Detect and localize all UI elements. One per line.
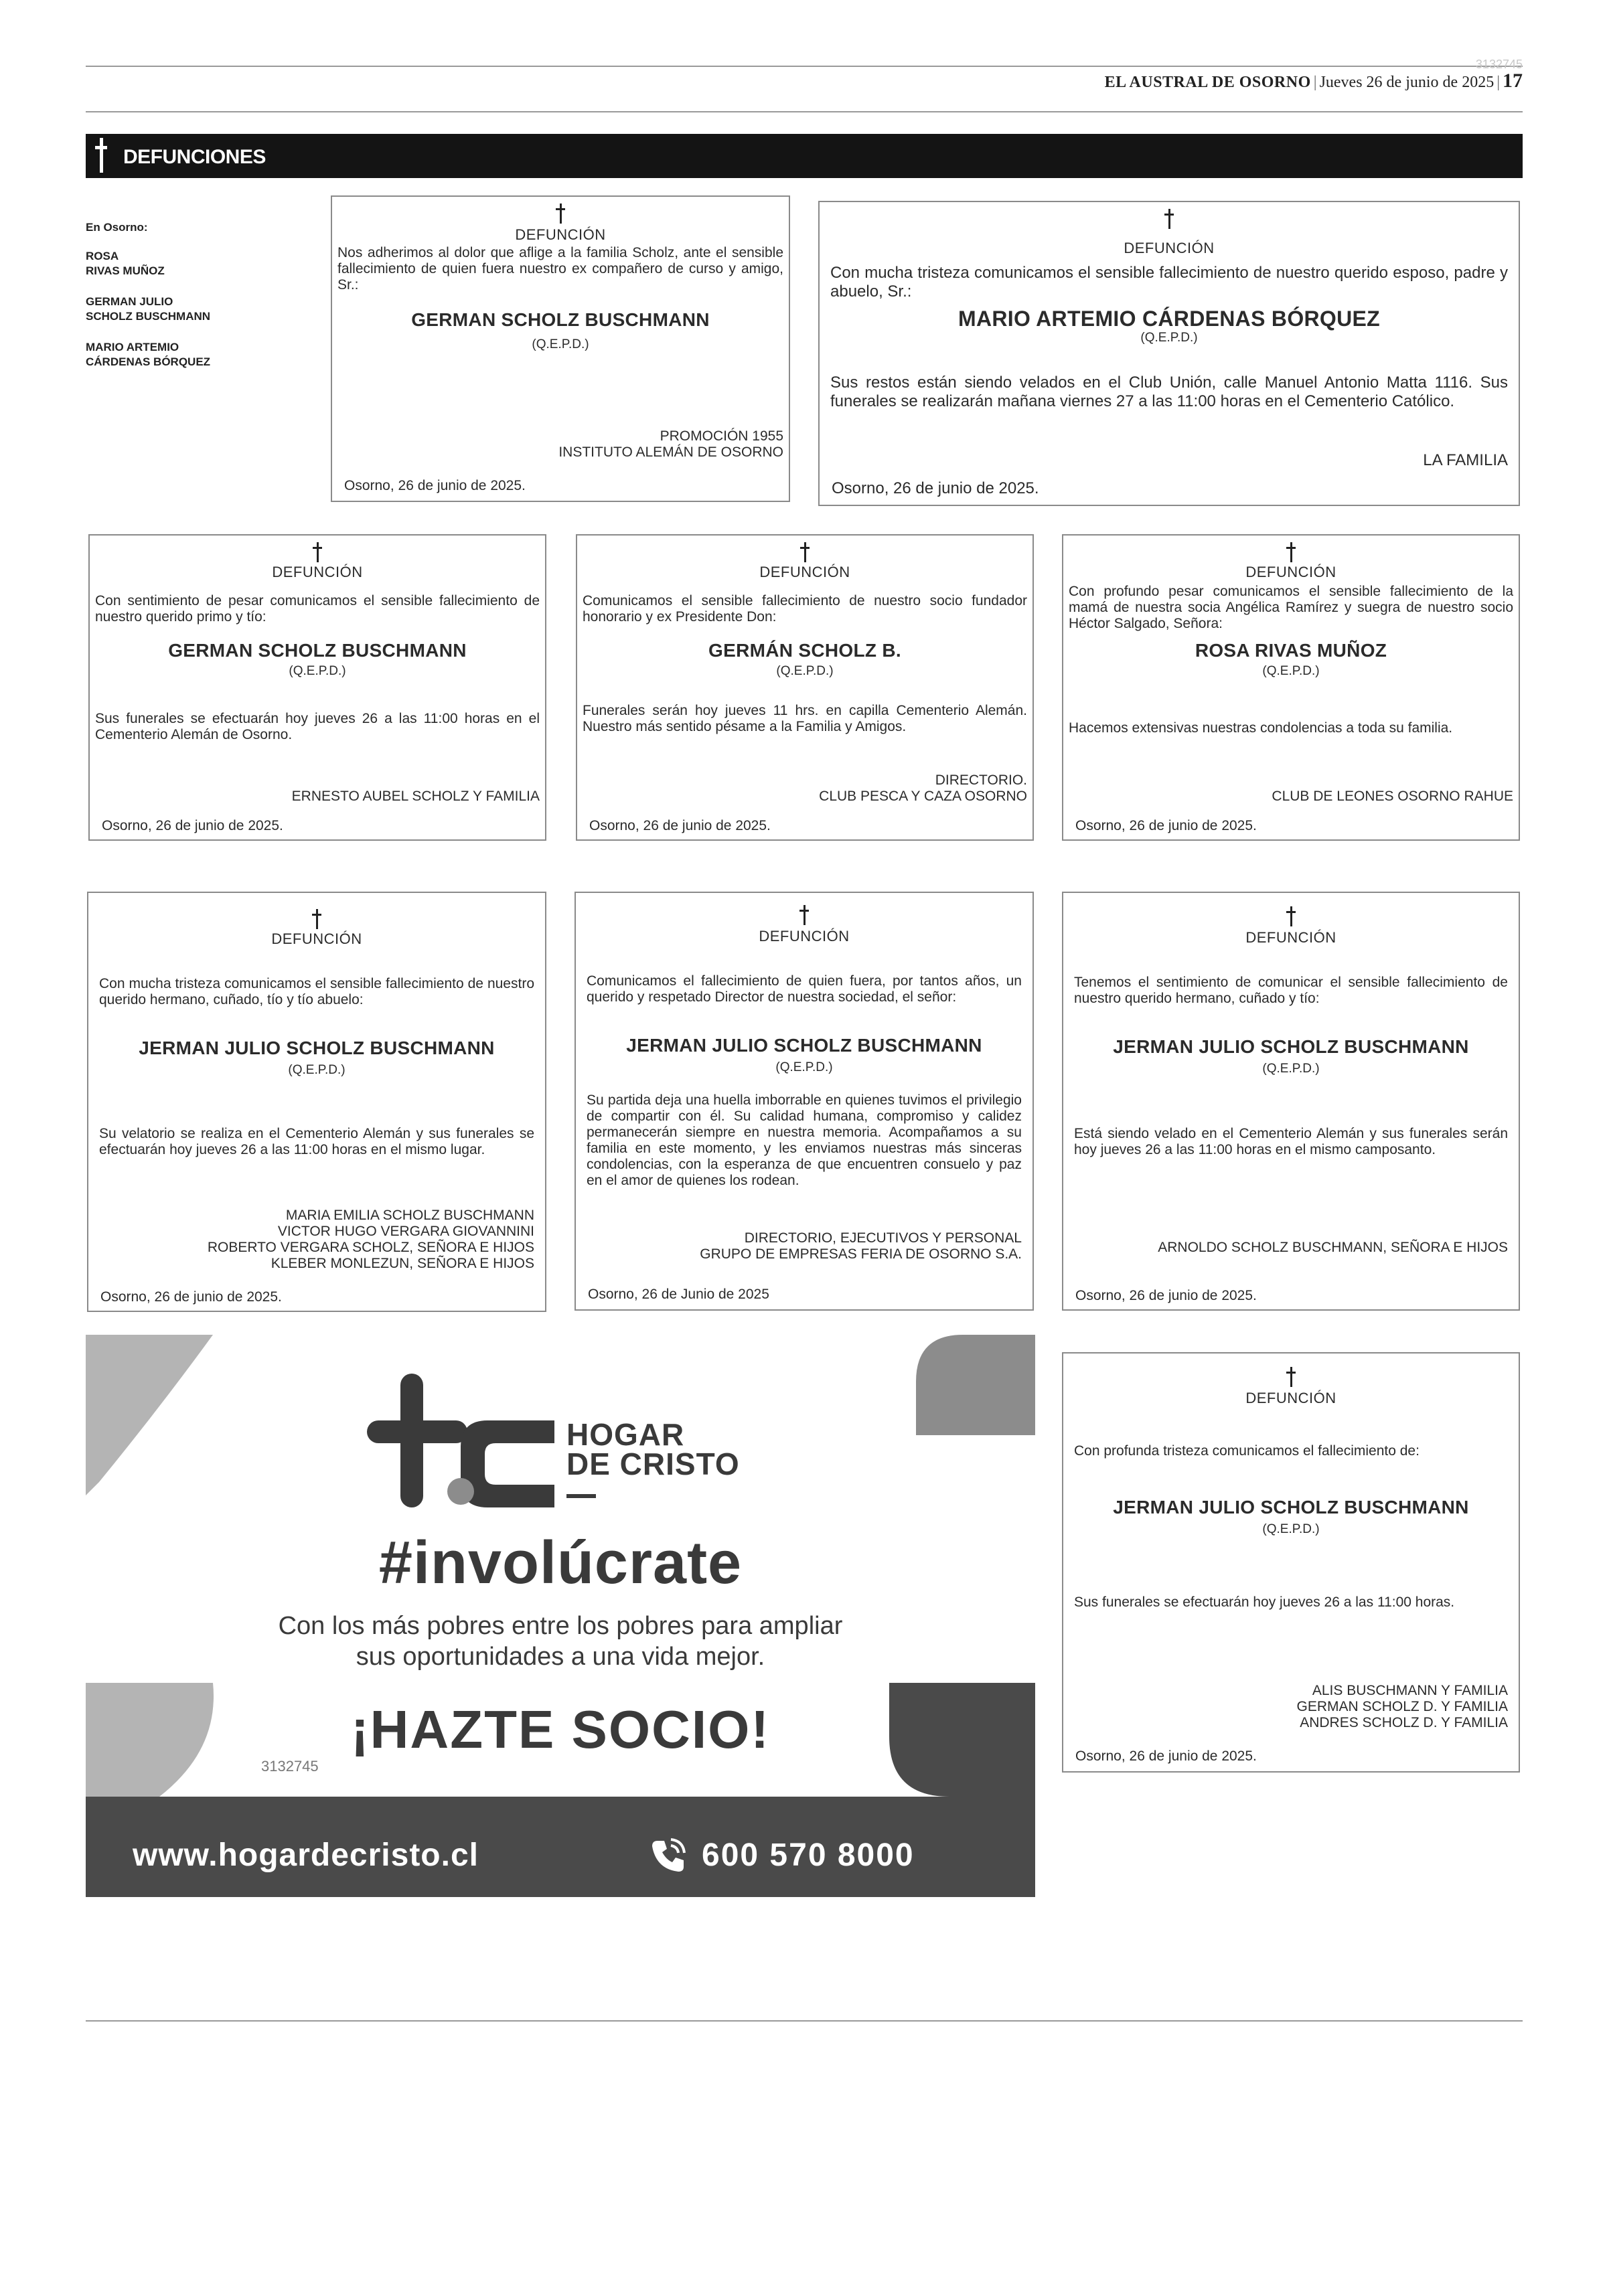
notice-body: Sus restos están siendo velados en el Club Unión, calle Manuel Antonio Matta 1116. Sus funerales se realizarán mañana viernes 27 a las 11:00 horas en el Cementerio Católico.: [830, 374, 1508, 410]
ad-tagline-2: sus oportunidades a una vida mejor.: [356, 1643, 765, 1671]
obituary-notice: [575, 892, 1034, 1311]
deceased-name: JERMAN JULIO SCHOLZ BUSCHMANN: [626, 1035, 982, 1056]
page-header: EL AUSTRAL DE OSORNO | Jueves 26 de junio de 2025 | 17: [1104, 70, 1523, 92]
notice-intro: Nos adherimos al dolor que aflige a la familia Scholz, ante el sensible fallecimiento de quien fuera nuestro ex compañero de curso y amigo, Sr.:: [337, 245, 783, 293]
issue-date: Jueves 26 de junio de 2025: [1319, 74, 1495, 91]
obituary-notice: [331, 195, 790, 502]
qepd-label: (Q.E.P.D.): [1262, 1062, 1320, 1076]
cross-icon: [312, 909, 321, 929]
notice-signature: PROMOCIÓN 1955 INSTITUTO ALEMÁN DE OSORNO: [558, 428, 783, 460]
notice-intro: Con profundo pesar comunicamos el sensible fallecimiento de la mamá de nuestra socia Angélica Ramírez y suegra de nuestro socio Héctor Salgado, Señora:: [1069, 584, 1513, 631]
cross-icon: [1286, 542, 1296, 562]
notice-intro: Comunicamos el fallecimiento de quien fuera, por tantos años, un querido y respetado Director de nuestra sociedad, el señor:: [587, 973, 1022, 1005]
qepd-label: (Q.E.P.D.): [532, 337, 589, 351]
brand-name-line1: HOGAR: [566, 1417, 685, 1452]
notice-heading: DEFUNCIÓN: [515, 226, 606, 243]
cross-icon: [1164, 209, 1174, 229]
obituary-notice: [1062, 534, 1520, 841]
notice-heading: DEFUNCIÓN: [272, 564, 363, 580]
section-bar: [86, 134, 1523, 178]
notice-signature: DIRECTORIO. CLUB PESCA Y CAZA OSORNO: [819, 772, 1027, 804]
deceased-name: GERMAN SCHOLZ BUSCHMANN: [411, 309, 710, 330]
deceased-name: ROSA RIVAS MUÑOZ: [1195, 640, 1387, 661]
notice-heading: DEFUNCIÓN: [271, 930, 362, 947]
hogar-de-cristo-logo-icon: [367, 1374, 554, 1507]
deceased-name: GERMÁN SCHOLZ B.: [708, 640, 901, 661]
bottom-rule: [86, 2020, 1523, 2022]
notice-date: Osorno, 26 de Junio de 2025: [588, 1287, 769, 1302]
notice-body: Está siendo velado en el Cementerio Alemán y sus funerales serán hoy jueves 26 a las 11:00 horas en el mismo camposanto.: [1074, 1126, 1508, 1157]
notice-date: Osorno, 26 de junio de 2025.: [1075, 1288, 1257, 1303]
notice-intro: Con mucha tristeza comunicamos el sensible fallecimiento de nuestro querido hermano, cuñado, tío y tío abuelo:: [99, 976, 534, 1007]
notice-signature: ALIS BUSCHMANN Y FAMILIA GERMAN SCHOLZ D. Y FAMILIA ANDRES SCHOLZ D. Y FAMILIA: [1296, 1683, 1508, 1730]
notice-heading: DEFUNCIÓN: [1245, 564, 1336, 580]
deceased-name: MARIO ARTEMIO CÁRDENAS BÓRQUEZ: [958, 307, 1381, 331]
notice-signature: DIRECTORIO, EJECUTIVOS Y PERSONAL GRUPO DE EMPRESAS FERIA DE OSORNO S.A.: [700, 1230, 1022, 1262]
qepd-label: (Q.E.P.D.): [1262, 1522, 1320, 1536]
cross-icon: [95, 138, 107, 173]
top-rule: [86, 66, 1523, 67]
notice-date: Osorno, 26 de junio de 2025.: [589, 818, 771, 833]
ad-hashtag: #involúcrate: [378, 1530, 743, 1596]
notice-intro: Comunicamos el sensible fallecimiento de nuestro socio fundador honorario y ex Presidente Don:: [583, 593, 1027, 625]
index-item: ROSA RIVAS MUÑOZ: [86, 250, 165, 277]
notice-body: Hacemos extensivas nuestras condolencias a toda su familia.: [1069, 720, 1453, 736]
notice-date: Osorno, 26 de junio de 2025.: [102, 818, 283, 833]
newspaper-name: EL AUSTRAL DE OSORNO: [1104, 74, 1311, 91]
notice-signature: ERNESTO AUBEL SCHOLZ Y FAMILIA: [291, 789, 540, 804]
obituary-index: [86, 221, 307, 386]
website-link[interactable]: www.hogardecristo.cl: [133, 1837, 479, 1873]
notice-intro: Tenemos el sentimiento de comunicar el sensible fallecimiento de nuestro querido hermano, cuñado y tío:: [1074, 975, 1508, 1006]
cross-icon: [313, 542, 322, 562]
notice-intro: Con mucha tristeza comunicamos el sensible fallecimiento de nuestro querido esposo, padre y abuelo, Sr.:: [830, 264, 1508, 301]
qepd-label: (Q.E.P.D.): [288, 1063, 346, 1077]
obituary-notice: [1062, 892, 1520, 1311]
qepd-label: (Q.E.P.D.): [776, 664, 834, 678]
header-rule: [86, 111, 1523, 112]
notice-body: Su partida deja una huella imborrable en quienes tuvimos el privilegio de compartir con él. Su calidad humana, compromiso y calidez permanecerán siempre en nuestra memoria. Acompañamos a su familia en este momento, y les enviamos nuestras más sinceras condolencias, con la esperanza de que encuentren consuelo y paz en el amor de quienes los rodean.: [587, 1092, 1022, 1188]
notice-signature: ARNOLDO SCHOLZ BUSCHMANN, SEÑORA E HIJOS: [1158, 1240, 1508, 1255]
qepd-label: (Q.E.P.D.): [775, 1060, 833, 1074]
page-number: 17: [1503, 70, 1523, 92]
obituary-notice: [576, 534, 1034, 841]
qepd-label: (Q.E.P.D.): [289, 664, 346, 678]
index-label: En Osorno:: [86, 221, 148, 234]
notice-signature: LA FAMILIA: [1423, 451, 1508, 469]
obituary-notice: [88, 534, 546, 841]
deceased-name: JERMAN JULIO SCHOLZ BUSCHMANN: [1113, 1497, 1469, 1518]
notice-date: Osorno, 26 de junio de 2025.: [100, 1289, 282, 1305]
notice-body: Sus funerales se efectuarán hoy jueves 26 a las 11:00 horas en el Cementerio Alemán de Osorno.: [95, 711, 540, 742]
brand-dash: [566, 1494, 596, 1498]
notice-body: Funerales serán hoy jueves 11 hrs. en capilla Cementerio Alemán. Nuestro más sentido pésame a la Familia y Amigos.: [583, 703, 1027, 734]
cross-icon: [800, 542, 810, 562]
notice-body: Su velatorio se realiza en el Cementerio Alemán y sus funerales se efectuarán hoy jueves 26 a las 11:00 horas en el mismo lugar.: [99, 1126, 534, 1157]
notice-date: Osorno, 26 de junio de 2025.: [1075, 1748, 1257, 1764]
obituary-notice: [818, 201, 1520, 506]
notice-date: Osorno, 26 de junio de 2025.: [1075, 818, 1257, 833]
notice-heading: DEFUNCIÓN: [759, 564, 850, 580]
notice-date: Osorno, 26 de junio de 2025.: [832, 479, 1039, 497]
notice-signature: MARIA EMILIA SCHOLZ BUSCHMANN VICTOR HUGO VERGARA GIOVANNINI ROBERTO VERGARA SCHOLZ, SEÑORA E HIJOS KLEBER MONLEZUN, SEÑORA E HIJOS: [207, 1208, 534, 1271]
deceased-name: GERMAN SCHOLZ BUSCHMANN: [168, 640, 467, 661]
deceased-name: JERMAN JULIO SCHOLZ BUSCHMANN: [139, 1038, 495, 1058]
index-item: GERMAN JULIO SCHOLZ BUSCHMANN: [86, 295, 211, 323]
qepd-label: (Q.E.P.D.): [1140, 331, 1198, 345]
phone-number[interactable]: 600 570 8000: [702, 1837, 915, 1873]
ad-tagline-1: Con los más pobres entre los pobres para ampliar: [278, 1612, 843, 1640]
notice-heading: DEFUNCIÓN: [1245, 929, 1336, 946]
notice-heading: DEFUNCIÓN: [1124, 240, 1215, 256]
notice-body: Sus funerales se efectuarán hoy jueves 26 a las 11:00 horas.: [1074, 1594, 1455, 1610]
section-title: DEFUNCIONES: [123, 146, 266, 168]
index-item: MARIO ARTEMIO CÁRDENAS BÓRQUEZ: [86, 341, 211, 368]
phone-icon: [648, 1835, 688, 1876]
ad-reference-id: 3132745: [1475, 58, 1523, 71]
cross-icon: [1286, 1367, 1296, 1387]
ad-footer: [86, 1797, 1035, 1897]
notice-heading: DEFUNCIÓN: [759, 928, 850, 945]
ad-id: 3132745: [261, 1758, 319, 1775]
join-cta[interactable]: ¡HAZTE SOCIO!: [351, 1700, 770, 1759]
qepd-label: (Q.E.P.D.): [1262, 664, 1320, 678]
obituary-notice: [87, 892, 546, 1312]
cross-icon: [556, 203, 565, 224]
notice-heading: DEFUNCIÓN: [1245, 1390, 1336, 1406]
hogar-de-cristo-ad[interactable]: [86, 1335, 1035, 1897]
brand-name-line2: DE CRISTO: [566, 1447, 740, 1481]
notice-intro: Con sentimiento de pesar comunicamos el sensible fallecimiento de nuestro querido primo y tío:: [95, 593, 540, 625]
cross-icon: [799, 905, 809, 925]
notice-date: Osorno, 26 de junio de 2025.: [344, 478, 526, 493]
notice-signature: CLUB DE LEONES OSORNO RAHUE: [1272, 789, 1513, 804]
notice-intro: Con profunda tristeza comunicamos el fallecimiento de:: [1074, 1443, 1420, 1459]
obituary-notice: [1062, 1352, 1520, 1773]
cross-icon: [1286, 906, 1296, 926]
deceased-name: JERMAN JULIO SCHOLZ BUSCHMANN: [1113, 1036, 1469, 1057]
